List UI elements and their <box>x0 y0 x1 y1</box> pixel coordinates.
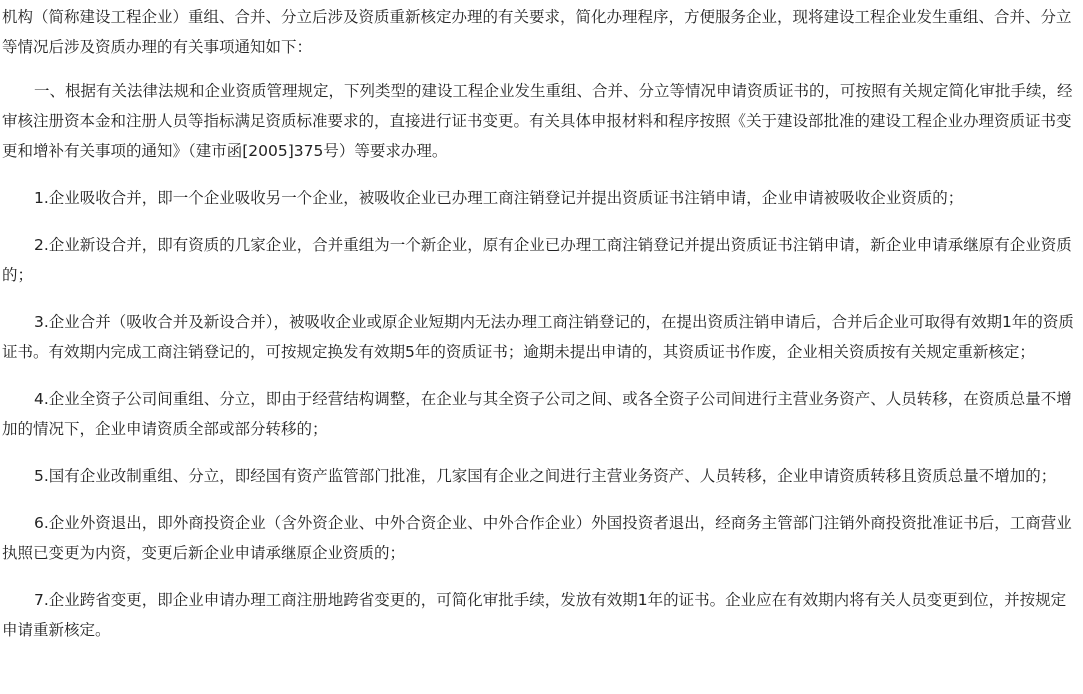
paragraph-gap <box>2 290 1078 307</box>
list-item-2: 2.企业新设合并，即有资质的几家企业，合并重组为一个新企业，原有企业已办理工商注销登记并提出资质证书注销申请，新企业申请承继原有企业资质的； <box>2 236 1072 284</box>
list-item-4: 4.企业全资子公司间重组、分立，即由于经营结构调整，在企业与其全资子公司之间、或各全资子公司间进行主营业务资产、人员转移，在资质总量不增加的情况下，企业申请资质全部或部分转移的； <box>2 390 1072 438</box>
notice-article <box>2 2 1078 645</box>
paragraph-gap <box>2 444 1078 461</box>
list-item-3: 3.企业合并（吸收合并及新设合并），被吸收企业或原企业短期内无法办理工商注销登记的，在提出资质注销申请后，合并后企业可取得有效期1年的资质证书。有效期内完成工商注销登记的，可按规定换发有效期5年的资质证书；逾期未提出申请的，其资质证书作废，企业相关资质按有关规定重新核定； <box>2 313 1074 361</box>
paragraph-gap <box>2 491 1078 508</box>
list-item-1: 1.企业吸收合并，即一个企业吸收另一个企业，被吸收企业已办理工商注销登记并提出资质证书注销申请，企业申请被吸收企业资质的； <box>34 189 964 207</box>
paragraph-gap <box>2 213 1078 230</box>
intro-paragraph: 机构（简称建设工程企业）重组、合并、分立后涉及资质重新核定办理的有关要求，简化办理程序，方便服务企业，现将建设工程企业发生重组、合并、分立等情况后涉及资质办理的有关事项通知如下： <box>2 8 1072 56</box>
paragraph-gap <box>2 62 1078 76</box>
list-item-6: 6.企业外资退出，即外商投资企业（含外资企业、中外合资企业、中外合作企业）外国投资者退出，经商务主管部门注销外商投资批准证书后，工商营业执照已变更为内资，变更后新企业申请承继原企业资质的； <box>2 514 1072 562</box>
paragraph-gap <box>2 568 1078 585</box>
paragraph-gap <box>2 367 1078 384</box>
paragraph-gap <box>2 166 1078 183</box>
section-one-paragraph: 一、根据有关法律法规和企业资质管理规定，下列类型的建设工程企业发生重组、合并、分立等情况申请资质证书的，可按照有关规定简化审批手续，经审核注册资本金和注册人员等指标满足资质标准要求的，直接进行证书变更。有关具体申报材料和程序按照《关于建设部批准的建设工程企业办理资质证书变更和增补有关事项的通知》（建市函[2005]375号）等要求办理。 <box>2 82 1073 160</box>
list-item-5: 5.国有企业改制重组、分立，即经国有资产监管部门批准，几家国有企业之间进行主营业务资产、人员转移，企业申请资质转移且资质总量不增加的； <box>34 467 1057 485</box>
list-item-7: 7.企业跨省变更，即企业申请办理工商注册地跨省变更的，可简化审批手续，发放有效期1年的证书。企业应在有效期内将有关人员变更到位，并按规定申请重新核定。 <box>2 591 1067 639</box>
